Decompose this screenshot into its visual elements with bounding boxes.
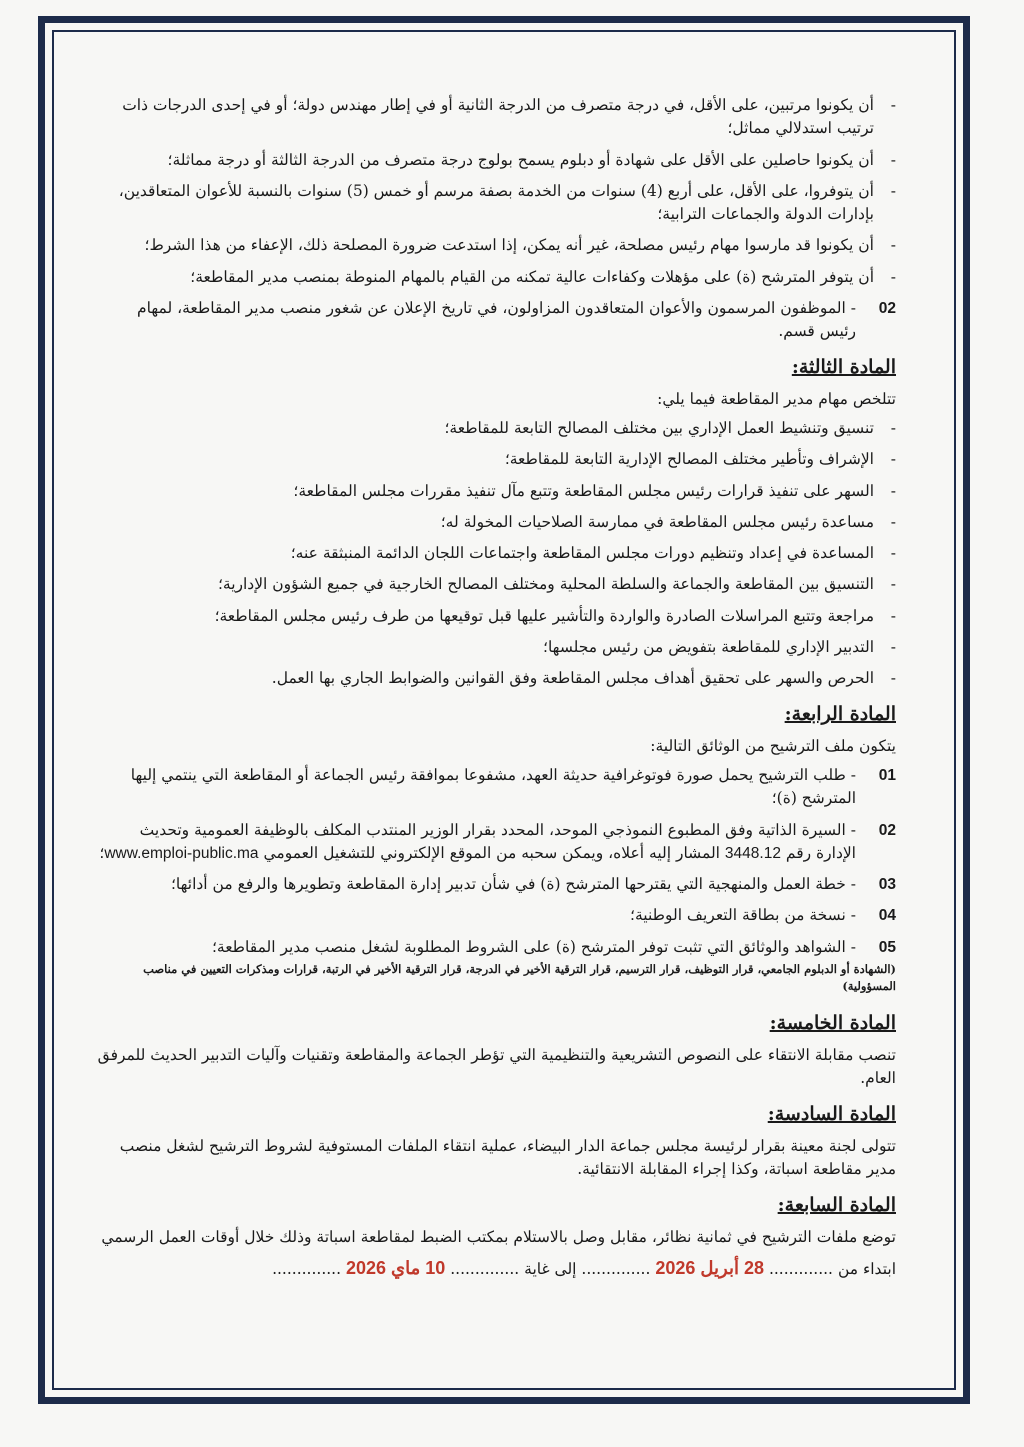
supporting-documents-note: (الشهادة أو الدبلوم الجامعي، قرار التوظيف، قرار الترسيم، قرار الترقية الأخير في الدرجة، قرار الترقية الأخير في الرتبة، قرارات ومذكرات التعيين في مناصب المسؤولية) [143,961,896,993]
task-item: - الإشراف وتأطير مختلف المصالح الإدارية التابعة للمقاطعة؛ [504,450,896,469]
end-date-stamp: 10 ماي 2026 [345,1258,446,1278]
article-4-intro: يتكون ملف الترشيح من الوثائق التالية: [650,736,896,755]
article-7-text: توضع ملفات الترشيح في ثمانية نظائر، مقابل وصل بالاستلام بمكتب الضبط لمقاطعة اسباتة وذلك خلال أوقات العمل الرسمي [101,1227,896,1246]
document-item-05: 05 - الشواهد والوثائق التي تثبت توفر المترشح (ة) على الشروط المطلوبة لشغل منصب مدير المقاطعة؛ [211,937,896,956]
condition-item: - أن يكونوا حاصلين على الأقل على شهادة أو دبلوم يسمح بولوج درجة متصرف من الدرجة الثالثة أو درجة مماثلة؛ [167,150,896,169]
condition-item: - أن يكونوا قد مارسوا مهام رئيس مصلحة، غير أنه يمكن، إذا استدعت ضرورة المصلحة ذلك، الإعفاء من هذا الشرط؛ [144,236,896,255]
condition-item: - أن يتوفر المترشح (ة) على مؤهلات وكفاءات عالية تمكنه من القيام بالمهام المنوطة بمنصب مدير المقاطعة؛ [190,267,896,286]
article-3-heading: المادة الثالثة: [791,356,896,379]
task-item: - تنسيق وتنشيط العمل الإداري بين مختلف المصالح التابعة للمقاطعة؛ [444,419,896,437]
article-5-text: تنصب مقابلة الانتقاء على النصوص التشريعية والتنظيمية التي تؤطر الجماعة والمقاطعة وتقنيات وآليات التدبير الحديث للمرفق العام. [97,1045,896,1087]
task-item: - التدبير الإداري للمقاطعة بتفويض من رئيس مجلسها؛ [543,637,896,656]
start-date-stamp: 28 أبريل 2026 [655,1258,764,1278]
article-6-heading: المادة السادسة: [767,1103,896,1126]
article-5-heading: المادة الخامسة: [769,1012,896,1035]
task-item: - مساعدة رئيس مجلس المقاطعة في ممارسة الصلاحيات المخولة له؛ [440,512,896,531]
submission-period: ابتداء من ............. 28 أبريل 2026 .............. إلى غاية .............. 10 ماي 2026 .............. [272,1258,896,1278]
task-item: - مراجعة وتتبع المراسلات الصادرة والواردة والتأشير عليها قبل توقيعها من طرف رئيس مجلس المقاطعة؛ [214,606,896,625]
document-item-03: 03 - خطة العمل والمنهجية التي يقترحها المترشح (ة) في شأن تدبير إدارة المقاطعة وتطويرها والرفع من أدائها؛ [170,875,896,893]
article-7-heading: المادة السابعة: [777,1194,896,1217]
article-6-text: تتولى لجنة معينة بقرار لرئيسة مجلس جماعة الدار البيضاء، عملية انتقاء الملفات المستوفية لشروط الترشيح لشغل منصب مدير مقاطعة اسباتة، وكذا إجراء المقابلة الانتقائية. [119,1136,896,1178]
condition-item: - أن يتوفروا، على الأقل، على أربع (4) سنوات من الخدمة بصفة مرسم أو خمس (5) سنوات بالنسبة للأعوان المتعاقدين، بإدارات الدولة والجماعات الترابية؛ [118,181,896,223]
task-item: - السهر على تنفيذ قرارات رئيس مجلس المقاطعة وتتبع مآل تنفيذ مقررات مجلس المقاطعة؛ [293,481,896,500]
document-item-02: 02 - السيرة الذاتية وفق المطبوع النموذجي الموحد، المحدد بقرار الوزير المنتدب المكلف بالوظيفة العمومية وتحديث الإدارة رقم 3448.12 المشار إليه أعلاه، ويمكن سحبه من الموقع الإلكتروني للتشغيل العمومي www.emploi-public.ma؛ [99,820,896,862]
document-body [96,94,896,1282]
document-item-04: 04 - نسخة من بطاقة التعريف الوطنية؛ [630,906,896,925]
task-item: - التنسيق بين المقاطعة والجماعة والسلطة المحلية ومختلف المصالح الخارجية في جميع الشؤون الإدارية؛ [217,575,896,594]
article-3-task-list [96,417,896,690]
document-item-01: 01 - طلب الترشيح يحمل صورة فوتوغرافية حديثة العهد، مشفوعا بموافقة رئيس الجماعة أو المقاطعة التي ينتمي إليها المترشح (ة)؛ [130,766,896,808]
condition-item: - أن يكونوا مرتبين، على الأقل، في درجة متصرف من الدرجة الثانية أو في إطار مهندس دولة؛ أو في إحدى الدرجات ذات ترتيب استدلالي مماثل؛ [122,96,896,138]
employment-website-link[interactable]: www.emploi-public.ma [104,844,259,862]
article-4-heading: المادة الرابعة: [784,703,896,726]
article-3-intro: تتلخص مهام مدير المقاطعة فيما يلي: [657,389,896,408]
condition-paragraph-02: 02 - الموظفون المرسمون والأعوان المتعاقدون المزاولون، في تاريخ الإعلان عن شغور منصب مدير المقاطعة، لمهام رئيس قسم. [137,298,896,340]
task-item: - المساعدة في إعداد وتنظيم دورات مجلس المقاطعة واجتماعات اللجان الدائمة المنبثقة عنه؛ [290,544,896,562]
task-item: - الحرص والسهر على تحقيق أهداف مجلس المقاطعة وفق القوانين والضوابط الجاري بها العمل. [271,669,896,687]
